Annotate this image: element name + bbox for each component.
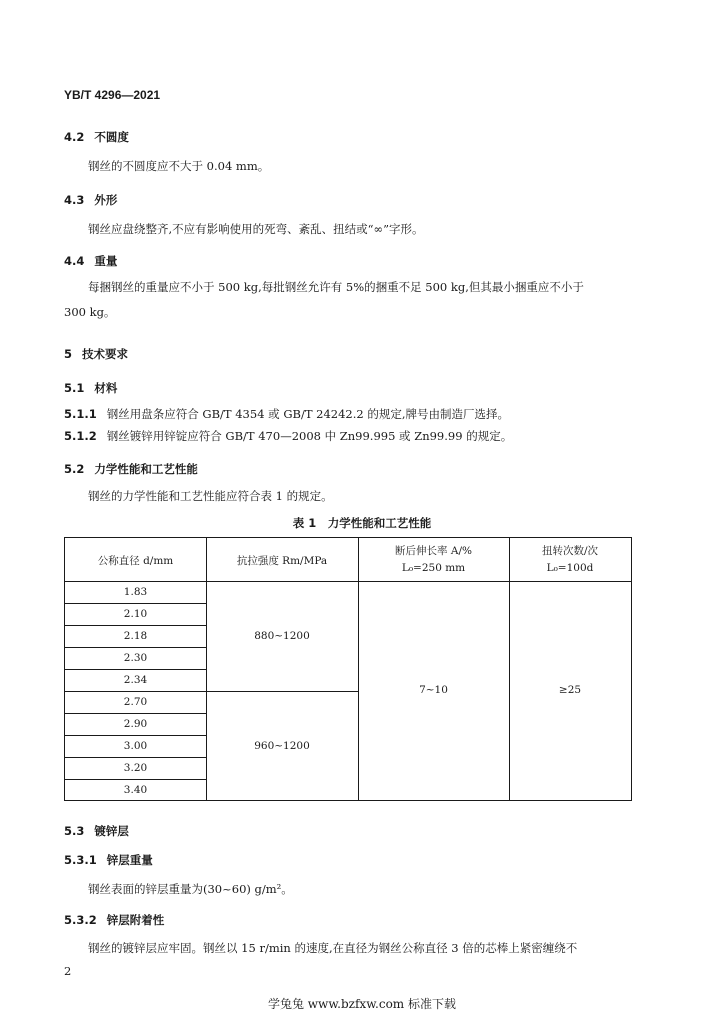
section-5-3-1-heading	[64, 852, 153, 868]
row-divider	[65, 625, 206, 626]
section-4-2-heading	[64, 129, 129, 145]
section-5-3-heading	[64, 823, 129, 839]
section-number: 5.1	[64, 381, 85, 395]
section-5-heading	[64, 346, 128, 362]
section-title: 材料	[94, 381, 118, 395]
header-tensile: 抗拉强度 Rm/MPa	[236, 555, 328, 567]
diameter-cell: 2.34	[123, 674, 148, 686]
diameter-cell: 2.70	[123, 696, 148, 708]
footer-watermark: 学兔兔 www.bzfxw.com 标准下载	[267, 997, 457, 1011]
section-title: 不圆度	[94, 130, 129, 144]
section-title: 力学性能和工艺性能	[94, 462, 198, 476]
section-4-3-text: 钢丝应盘绕整齐,不应有影响使用的死弯、紊乱、扭结或“∞”字形。	[88, 222, 424, 236]
section-4-2-text: 钢丝的不圆度应不大于 0.04 mm。	[88, 159, 270, 173]
section-5-2-text: 钢丝的力学性能和工艺性能应符合表 1 的规定。	[88, 489, 333, 503]
section-4-4-heading	[64, 253, 117, 269]
section-5-3-2-heading	[64, 912, 164, 928]
header-divider	[65, 581, 631, 582]
col-divider-3	[509, 538, 510, 800]
section-5-1-heading	[64, 380, 117, 396]
diameter-cell: 2.30	[123, 652, 148, 664]
header-elongation: 断后伸长率 A/%	[395, 545, 472, 557]
group-divider	[65, 691, 358, 692]
section-number: 5.1.2	[64, 429, 97, 443]
section-number: 5	[64, 347, 73, 361]
section-5-3-1-text: 钢丝表面的锌层重量为(30~60) g/m²。	[88, 882, 293, 896]
diameter-cell: 3.40	[123, 784, 148, 796]
section-number: 5.1.1	[64, 407, 97, 421]
row-divider	[65, 779, 206, 780]
table-1	[64, 537, 632, 801]
section-title: 技术要求	[82, 347, 129, 361]
diameter-cell: 2.18	[123, 630, 148, 642]
section-number: 5.3.1	[64, 853, 97, 867]
section-number: 5.2	[64, 462, 85, 476]
diameter-cell: 3.00	[123, 740, 148, 752]
section-4-4-text-line1: 每捆钢丝的重量应不小于 500 kg,每批钢丝允许有 5%的捆重不足 500 kg,但其最小捆重应不小于	[88, 280, 584, 294]
section-5-2-heading	[64, 461, 198, 477]
section-title: 锌层重量	[106, 853, 153, 867]
twists-value: ≥25	[558, 684, 582, 696]
row-divider	[65, 713, 206, 714]
section-title: 外形	[94, 193, 118, 207]
section-number: 4.3	[64, 193, 85, 207]
diameter-cell: 3.20	[123, 762, 148, 774]
row-divider	[65, 669, 206, 670]
diameter-cell: 2.90	[123, 718, 148, 730]
section-number: 4.4	[64, 254, 85, 268]
row-divider	[65, 603, 206, 604]
section-4-3-heading	[64, 192, 117, 208]
section-title: 重量	[94, 254, 118, 268]
row-divider	[65, 757, 206, 758]
section-number: 4.2	[64, 130, 85, 144]
table-caption: 表 1 力学性能和工艺性能	[292, 516, 432, 530]
elongation-value: 7~10	[419, 684, 448, 696]
header-elongation-gauge: L₀=250 mm	[401, 562, 466, 574]
page-number: 2	[64, 964, 72, 978]
row-divider	[65, 647, 206, 648]
col-divider-1	[206, 538, 207, 800]
tensile-range-group2: 960~1200	[254, 740, 310, 752]
diameter-cell: 2.10	[123, 608, 148, 620]
standard-number: YB/T 4296—2021	[64, 88, 161, 102]
section-title: 镀锌层	[94, 824, 129, 838]
section-number: 5.3.2	[64, 913, 97, 927]
section-5-3-2-text: 钢丝的镀锌层应牢固。钢丝以 15 r/min 的速度,在直径为钢丝公称直径 3 倍的芯棒上紧密缠绕不	[88, 941, 578, 955]
row-divider	[65, 735, 206, 736]
header-twists: 扭转次数/次	[541, 545, 599, 557]
section-text: 钢丝镀锌用锌锭应符合 GB/T 470—2008 中 Zn99.995 或 Zn99.99 的规定。	[106, 429, 513, 443]
section-4-4-text-line2: 300 kg。	[64, 305, 116, 319]
tensile-range-group1: 880~1200	[254, 630, 310, 642]
diameter-cell: 1.83	[123, 586, 148, 598]
section-text: 钢丝用盘条应符合 GB/T 4354 或 GB/T 24242.2 的规定,牌号由制造厂选择。	[106, 407, 510, 421]
section-5-1-1	[64, 406, 509, 422]
section-5-1-2	[64, 428, 512, 444]
header-twists-gauge: L₀=100d	[546, 562, 594, 574]
section-number: 5.3	[64, 824, 85, 838]
col-divider-2	[358, 538, 359, 800]
header-diameter: 公称直径 d/mm	[97, 555, 174, 567]
section-title: 锌层附着性	[106, 913, 165, 927]
